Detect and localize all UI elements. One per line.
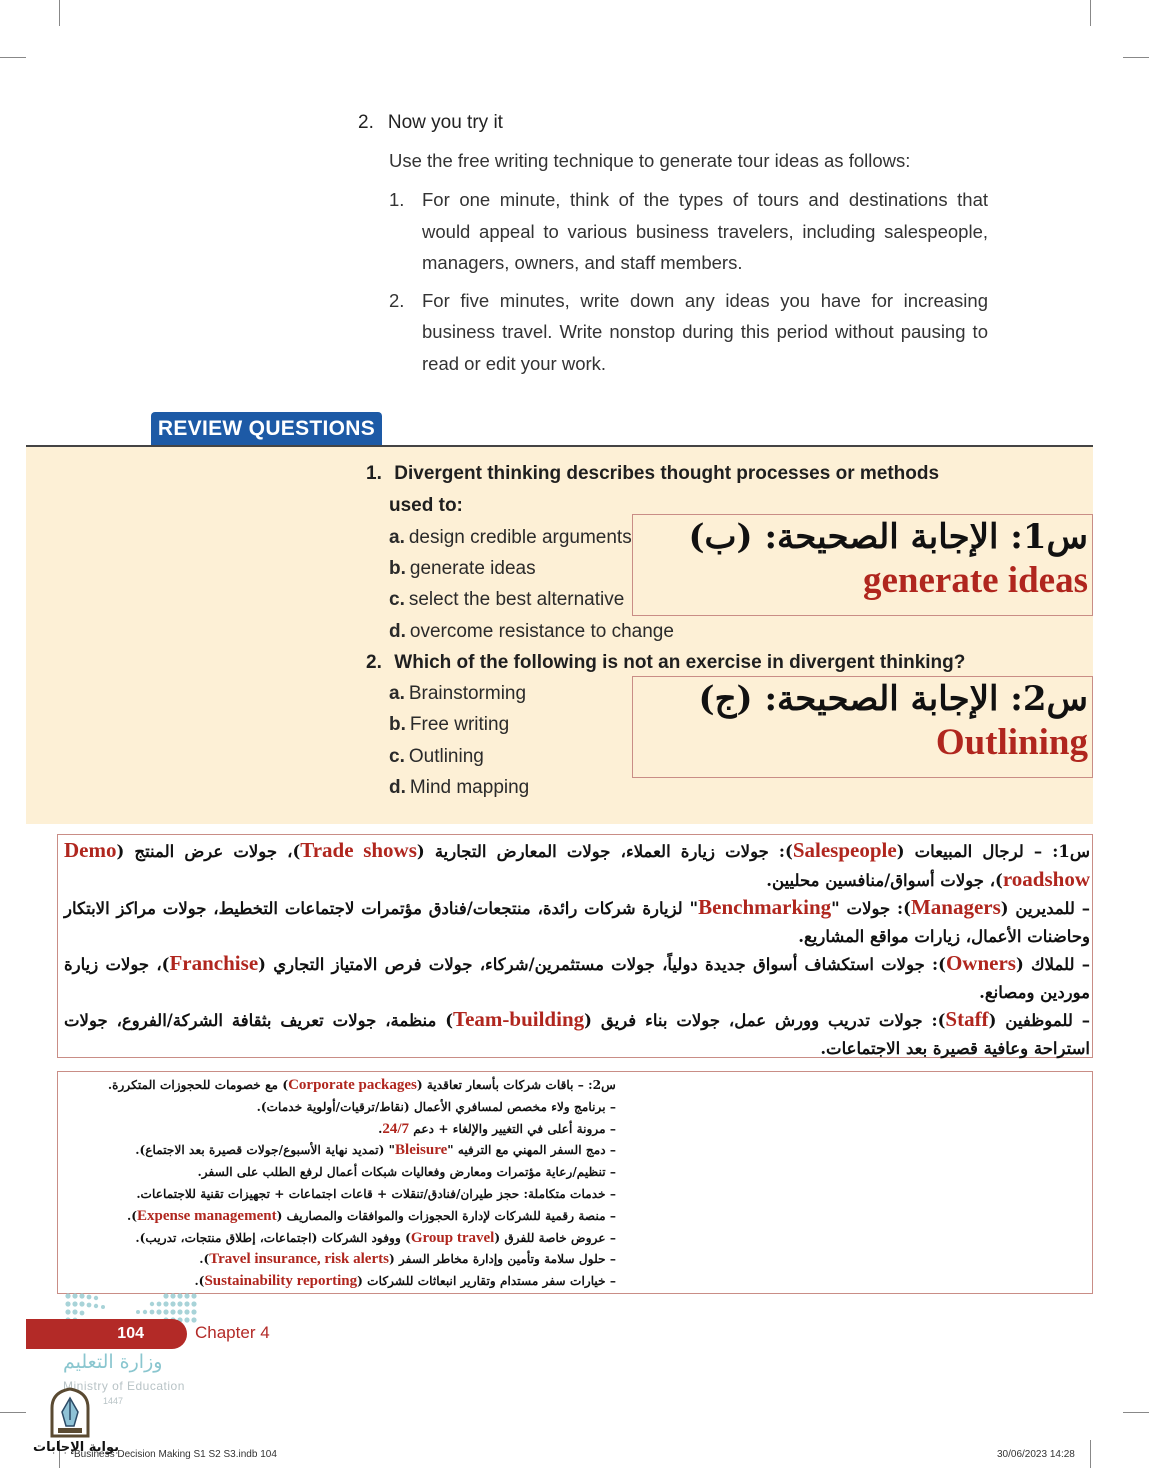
answer-text: ): جولات " xyxy=(831,899,911,918)
answer-text: س1: – لرجال المبيعات ( xyxy=(896,842,1090,861)
exercise-steps xyxy=(389,184,988,379)
answer-term: Benchmarking xyxy=(698,895,832,919)
answer-text: ). xyxy=(194,1274,205,1289)
answer-text: – للملاك ( xyxy=(1015,955,1090,974)
review-questions-header: REVIEW QUESTIONS xyxy=(151,412,382,446)
option-text: Brainstorming xyxy=(408,683,527,704)
answer-line xyxy=(62,1097,616,1119)
ministry-name-en: Ministry of Education xyxy=(63,1379,185,1393)
option-text: Mind mapping xyxy=(409,777,530,798)
answer-ar: س1: الإجابة الصحيحة: (ب) xyxy=(688,517,1088,557)
option xyxy=(389,527,632,549)
step-number: 1. xyxy=(389,189,405,210)
option xyxy=(389,714,509,736)
answer-text: – خيارات سفر مستدام وتقارير انبعاثات للشركات ( xyxy=(357,1274,616,1289)
option-text: Free writing xyxy=(409,714,510,735)
answer-text: )، جولات أسواق/منافسين محليين. xyxy=(766,870,1003,890)
answer-line xyxy=(62,1249,616,1271)
answer-line xyxy=(62,1206,616,1228)
option xyxy=(389,621,674,643)
page-number-tab: 104 xyxy=(26,1319,187,1349)
answer-term: Corporate packages xyxy=(288,1077,417,1093)
option-letter: a. xyxy=(389,683,405,704)
question-2 xyxy=(366,652,965,674)
answer-line xyxy=(62,1140,616,1162)
answer-term: Franchise xyxy=(169,951,259,975)
crop-mark xyxy=(59,0,60,26)
answer-term: Group travel xyxy=(410,1229,495,1246)
answer-term: 24/7 xyxy=(382,1120,410,1137)
answer-text: – خدمات متكاملة: حجز طيران/فنادق/تنقلات + قاعات اجتماعات + تجهيزات تقنية للاجتماعات. xyxy=(136,1186,616,1201)
answer-text: . xyxy=(378,1121,383,1136)
chapter-label: Chapter 4 xyxy=(195,1323,270,1342)
answer-paragraph xyxy=(64,837,1090,894)
answer-box-2 xyxy=(632,676,1093,778)
answer-line xyxy=(62,1184,616,1206)
option xyxy=(389,589,624,611)
answer-text: )، جولات عرض المنتج ( xyxy=(116,842,301,861)
question-text: Which of the following is not an exercise in divergent thinking? xyxy=(394,652,966,673)
date-info: 30/06/2023 14:28 xyxy=(997,1449,1075,1460)
answer-en: Outlining xyxy=(935,722,1088,763)
question-1 xyxy=(366,463,939,485)
option xyxy=(389,683,526,705)
answer-term: Owners xyxy=(945,951,1016,975)
option-letter: b. xyxy=(389,558,406,579)
answer-text: ) مع خصومات للحجوزات المتكررة. xyxy=(107,1078,289,1092)
option-letter: d. xyxy=(389,777,406,798)
answer-term: Demo roadshow xyxy=(64,838,1090,891)
exercise-step xyxy=(389,184,988,279)
answer-box-1 xyxy=(632,514,1093,616)
exercise-number: 2. xyxy=(358,112,374,133)
answer-paragraph xyxy=(64,1006,1090,1062)
answer-term: Managers xyxy=(910,895,1001,919)
answer-term: Sustainability reporting xyxy=(204,1273,358,1290)
answer-term: Expense management xyxy=(136,1207,277,1224)
answer-text: – للموظفين ( xyxy=(988,1011,1091,1030)
ministry-name-ar: وزارة التعليم xyxy=(63,1351,163,1373)
answer-text: – عروض خاصة للفرق ( xyxy=(494,1230,616,1245)
answer-text: ) ووفود الشركات (اجتماعات، إطلاق منتجات، تدريب). xyxy=(135,1230,411,1245)
answer-line xyxy=(62,1119,616,1141)
ministry-year: 1447 xyxy=(103,1396,124,1406)
file-info: Business Decision Making S1 S2 S3.indb 104 xyxy=(74,1449,277,1460)
answer-paragraph xyxy=(64,894,1090,950)
answer-term: Team-building xyxy=(453,1007,585,1031)
answer-term: Bleisure xyxy=(395,1142,448,1159)
exercise-title xyxy=(358,112,988,134)
crop-mark xyxy=(1090,0,1091,26)
answer-text: ). xyxy=(126,1208,137,1223)
answer-term: Trade shows xyxy=(300,838,417,862)
answer-text: س2: – باقات شركات بأسعار تعاقدية ( xyxy=(416,1078,616,1092)
site-logo-text: بوابة الإجابات xyxy=(33,1440,119,1455)
exercise-intro: Use the free writing technique to generate tour ideas as follows: xyxy=(389,150,911,171)
answer-text: – للمديرين ( xyxy=(1000,899,1090,918)
option-letter: a. xyxy=(389,527,405,548)
crop-mark xyxy=(1123,57,1149,58)
step-number: 2. xyxy=(389,289,405,311)
answer-text: ). xyxy=(199,1252,210,1267)
question-text: Divergent thinking describes thought processes or methods xyxy=(394,463,940,484)
option-letter: b. xyxy=(389,714,406,735)
answer-term: Travel insurance, risk alerts xyxy=(209,1251,389,1268)
answer-en: generate ideas xyxy=(862,560,1088,601)
answer-line xyxy=(62,1075,616,1097)
exercise-title-text: Now you try it xyxy=(387,112,503,133)
crop-mark xyxy=(0,57,26,58)
crop-mark xyxy=(1123,1412,1149,1413)
answer-term: Salespeople xyxy=(792,838,897,862)
answer-term: Staff xyxy=(945,1007,989,1031)
option-text: design credible arguments xyxy=(408,527,632,548)
answer-line xyxy=(62,1271,616,1293)
exercise-section xyxy=(358,112,988,385)
option-text: select the best alternative xyxy=(408,589,625,610)
step-text: For one minute, think of the types of tours and destinations that would appeal to various business travelers, including salespeople, managers, owners, and staff members. xyxy=(422,189,988,273)
answer-text: )، جولات زيارة موردين ومصانع. xyxy=(64,955,1090,1002)
answer-text: – منصة رقمية للشركات لإدارة الحجوزات والموافقات والمصاريف ( xyxy=(276,1208,616,1223)
answer-paragraph xyxy=(64,950,1090,1006)
answer-text: – دمج السفر المهني مع الترفيه " xyxy=(447,1143,616,1158)
question-number: 1. xyxy=(366,463,382,484)
answer-text: ): جولات زيارة العملاء، جولات المعارض التجارية ( xyxy=(416,842,793,861)
answer-line xyxy=(62,1162,616,1184)
step-text: For five minutes, write down any ideas you have for increasing business travel. Write nonstop during this period without pausing to read or edit your work. xyxy=(422,289,988,374)
answer-text: ) منظمة، جولات تعريف بثقافة الشركة/الفروع، جولات استراحة وعافية قصيرة بعد الاجتماعات. xyxy=(64,1011,1090,1058)
option xyxy=(389,558,536,580)
exercise-step xyxy=(389,285,988,380)
crop-mark xyxy=(0,1412,26,1413)
option-text: generate ideas xyxy=(409,558,536,579)
option xyxy=(389,746,484,768)
pen-nib-logo-icon xyxy=(46,1386,94,1438)
answer-text: – تنظيم/رعاية مؤتمرات ومعارض وفعاليات شبكات أعمال لرفع الطلب على السفر. xyxy=(197,1165,616,1180)
answers-box-1 xyxy=(57,834,1093,1058)
answer-ar: س2: الإجابة الصحيحة: (ج) xyxy=(698,679,1088,719)
option-letter: c. xyxy=(389,589,405,610)
answer-text: ): جولات استكشاف أسواق جديدة دولياً، جولات مستثمرين/شركاء، جولات فرص الامتياز التجاري ( xyxy=(258,955,946,974)
crop-mark xyxy=(1090,1440,1091,1468)
answer-text: " لزيارة شركات رائدة، منتجعات/فنادق مؤتمرات لاجتماعات التخطيط، جولات مراكز الابتكار وحاضنات الأعمال، زيارات مواقع المشاريع. xyxy=(64,899,1090,946)
option-letter: c. xyxy=(389,746,405,767)
answer-text: – مرونة أعلى في التغيير والإلغاء + دعم xyxy=(409,1121,616,1136)
option-text: overcome resistance to change xyxy=(409,621,674,642)
answer-text: – برنامج ولاء مخصص لمسافري الأعمال (نقاط/ترقيات/أولوية خدمات). xyxy=(256,1099,616,1114)
option-text: Outlining xyxy=(408,746,484,767)
answer-line xyxy=(62,1228,616,1250)
answer-text: – حلول سلامة وتأمين وإدارة مخاطر السفر ( xyxy=(388,1252,616,1267)
answer-text: " (تمديد نهاية الأسبوع/جولات قصيرة بعد الاجتماع). xyxy=(135,1143,396,1158)
question-text-cont: used to: xyxy=(389,495,463,516)
answers-box-2 xyxy=(57,1071,1093,1294)
question-number: 2. xyxy=(366,652,382,673)
option-letter: d. xyxy=(389,621,406,642)
option xyxy=(389,777,529,799)
answer-text: ): جولات تدريب وورش عمل، جولات بناء فريق ( xyxy=(584,1011,946,1030)
